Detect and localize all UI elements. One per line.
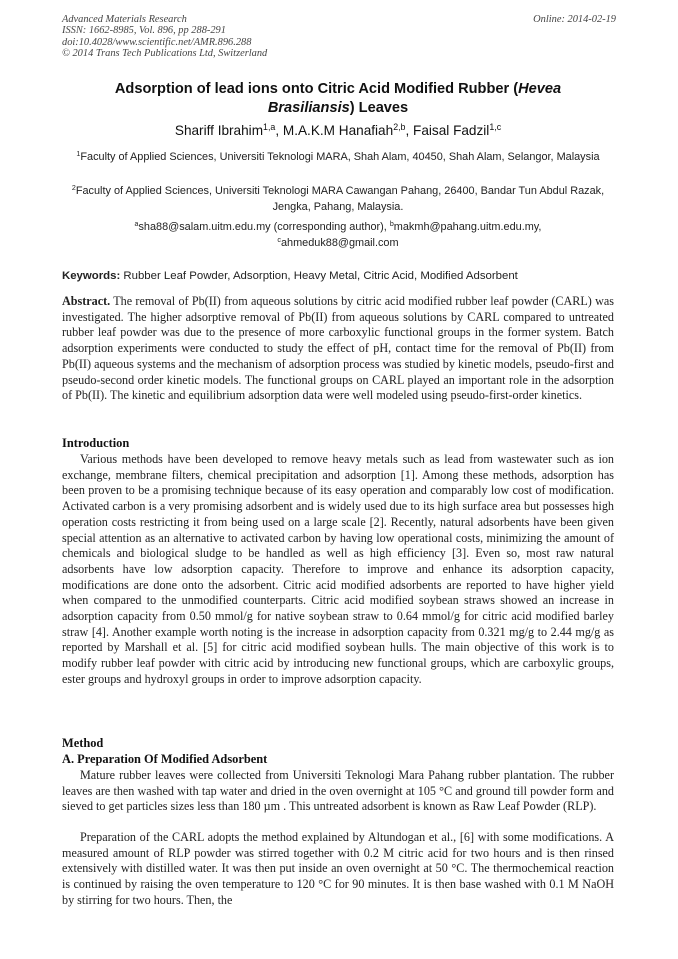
author-name: Shariff Ibrahim xyxy=(174,123,264,138)
method-paragraph-2: Preparation of the CARL adopts the method explained by Altundogan et al., [6] with some modifications. A measured amount of RLP powder was stirred together with 0.2 M citric acid for two hours and is then rinsed extensively with distilled water. It was then put inside an oven overnight at 50 °C. The thermochemical reaction is continued by raising the oven temperature to 120 °C for 90 minutes. It is then base washed with 0.1 M NaOH by stirring for two hours. Then, the xyxy=(62,830,614,907)
affiliation-1 xyxy=(62,149,614,165)
keywords-text: Rubber Leaf Powder, Adsorption, Heavy Metal, Citric Acid, Modified Adsorbent xyxy=(120,270,518,282)
doi-line[interactable]: doi:10.4028/www.scientific.net/AMR.896.288 xyxy=(62,36,252,48)
preparation-subheading: A. Preparation Of Modified Adsorbent xyxy=(62,752,268,766)
method-heading: Method xyxy=(62,736,104,750)
author-affiliation-mark: 1,a xyxy=(263,122,276,133)
keywords-line xyxy=(62,269,614,284)
author-name: Faisal Fadzil xyxy=(413,123,490,138)
title-text: Adsorption of lead ions onto Citric Acid Modified Rubber ( xyxy=(114,81,519,97)
paper-title xyxy=(62,80,614,118)
author-emails xyxy=(62,219,614,251)
introduction-paragraph: Various methods have been developed to remove heavy metals such as lead from wastewater such as ion exchange, membrane filters, chemical precipitation and adsorption [1]. Among these methods, adsorption has been proven to be a promising technique because of its easy operation and comparably low cost of modification. Activated carbon is a very promising adsorbent and is widely used due to its high surface area but possesses high operation costs restricting it from being used on a large scale [2]. Recently, natural adsorbents have been given special attention as an alternative to activated carbon by having low operational costs, minimizing the amount of chemicals and biological sludge to be handled as well as high efficiency [3]. Even so, most raw natural adsorbents have low adsorption capacity. Therefore to improve and enhance its adsorption capacity, modifications are done onto the adsorbent. Citric acid modified adsorbents are reported to have higher yield when compared to the unmodified counterparts. Citric acid modified soybean straws showed an increase in adsorption capacity from 0.50 mmol/g for native soybean straw to 0.64 mmol/g for citric acid modified barley straw [4]. Another example worth noting is the increase in adsorption capacity from 0.321 mg/g to 2.44 mg/g as reported by Marshall et al. [5] for citric acid modified soybean hulls. The main objective of this work is to modify rubber leaf powder with citric acid by introducing new functional groups, which are carboxylic groups, ester groups and hydroxyl groups in order to improve adsorption capacity. xyxy=(62,452,614,686)
copyright-line: © 2014 Trans Tech Publications Ltd, Switzerland xyxy=(62,47,268,59)
title-italic-genus: Hevea xyxy=(518,81,562,97)
affiliation-text: Faculty of Applied Sciences, Universiti Teknologi MARA, Shah Alam, 40450, Shah Alam, Selangor, Malaysia xyxy=(80,151,600,163)
affiliation-text: Faculty of Applied Sciences, Universiti Teknologi MARA Cawangan Pahang, 26400, Bandar Tun Abdul Razak, Jengka, Pahang, Malaysia. xyxy=(75,185,605,213)
journal-header xyxy=(62,14,422,59)
online-date: Online: 2014-02-19 xyxy=(533,14,616,25)
email-mark: b xyxy=(389,220,394,229)
email-a[interactable]: sha88@salam.uitm.edu.my (corresponding author), xyxy=(138,221,390,233)
journal-name: Advanced Materials Research xyxy=(62,14,187,25)
abstract-text: The removal of Pb(II) from aqueous solutions by citric acid modified rubber leaf powder (CARL) was investigated. The higher adsorptive removal of Pb(II) from aqueous solutions by CARL compared to untreated rubber leaf powder was due to the presence of more carboxylic functional groups in the former system. Batch adsorption experiments were conducted to study the effect of pH, contact time for the removal of Pb(II) from Pb(II) aqueous systems and the mechanism of adsorption process was studied by kinetic models, pseudo-first and pseudo-second order kinetic models. The functional groups on CARL played an important role in the adsorption of Pb(II). The kinetic and equilibrium adsorption data were well modeled using pseudo-first-order kinetics. xyxy=(62,294,614,403)
title-text-end: ) Leaves xyxy=(349,100,409,116)
title-italic-species: Brasiliansis xyxy=(267,100,350,116)
keywords-label: Keywords: xyxy=(62,270,121,282)
author-list xyxy=(62,122,614,140)
abstract-label: Abstract. xyxy=(62,294,111,308)
author-separator: , xyxy=(275,123,283,138)
author-separator: , xyxy=(405,123,414,138)
affiliation-2 xyxy=(62,183,614,215)
email-mark: a xyxy=(134,220,139,229)
method-paragraph-1: Mature rubber leaves were collected from Universiti Teknologi Mara Pahang rubber plantation. The rubber leaves are then washed with tap water and dried in the oven overnight at 105 °C and ground till powder form and sieved to get particles sizes less than 180 µm . This untreated adsorbent is known as Raw Leaf Powder (RLP). xyxy=(62,768,614,814)
author-name: M.A.K.M Hanafiah xyxy=(282,123,394,138)
introduction-heading: Introduction xyxy=(62,436,130,450)
abstract-paragraph xyxy=(62,294,614,404)
author-affiliation-mark: 2,b xyxy=(393,122,406,133)
email-c[interactable]: ahmeduk88@gmail.com xyxy=(280,237,399,249)
affiliation-number: 2 xyxy=(71,184,76,193)
email-b[interactable]: makmh@pahang.uitm.edu.my, xyxy=(393,221,542,233)
email-mark: c xyxy=(277,236,281,245)
affiliation-number: 1 xyxy=(76,150,81,159)
author-affiliation-mark: 1,c xyxy=(489,122,502,133)
issn-line: ISSN: 1662-8985, Vol. 896, pp 288-291 xyxy=(62,25,226,37)
